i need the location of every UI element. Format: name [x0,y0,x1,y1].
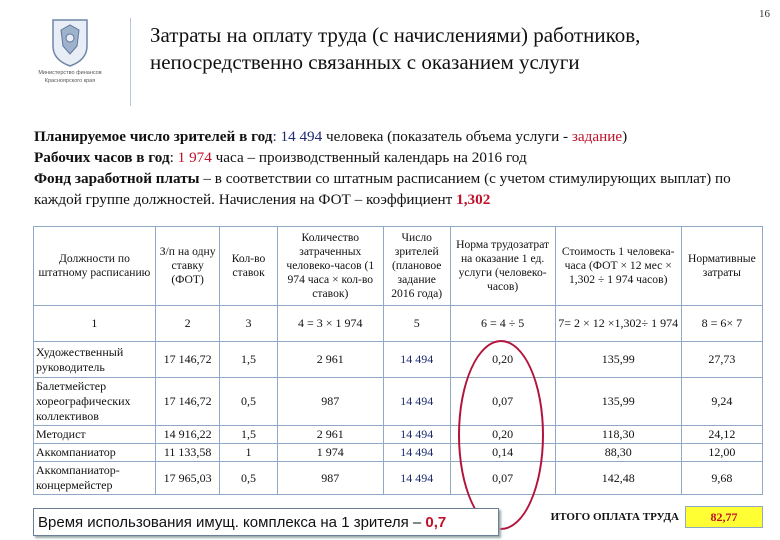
table-index-cell: 7= 2 × 12 ×1,302÷ 1 974 [555,306,681,342]
table-cell: 88,30 [555,444,681,462]
logo [30,16,110,96]
table-cell: 142,48 [555,462,681,495]
intro-line-hours: Рабочих часов в год: 1 974 часа – производственный календарь на 2016 год [34,149,527,166]
table-cell: 14 494 [383,426,450,444]
table-header-cell: Должности по штатному расписанию [34,227,156,306]
table-cell: 9,68 [681,462,762,495]
table-cell: 0,07 [450,378,555,426]
total-label: ИТОГО ОПЛАТА ТРУДА [550,511,679,523]
table-cell: 2 961 [277,426,383,444]
table-cell-position: Художественный руководитель [34,342,156,378]
table-cell: 1,5 [220,342,277,378]
table-cell: 0,5 [220,462,277,495]
table-header-cell: Нормативные затраты [681,227,762,306]
table-cell-position: Аккомпаниатор [34,444,156,462]
intro-text [34,126,774,210]
table-row [34,426,763,444]
total-value: 82,77 [685,506,763,528]
page-title: Затраты на оплату труда (с начислениями) работников, непосредственно связанных с оказанием услуги [150,23,641,74]
table-cell: 14 494 [383,462,450,495]
table-cell: 2 961 [277,342,383,378]
table-header-cell: Количество затраченных человеко-часов (1 974 часа × кол-во ставок) [277,227,383,306]
table-index-cell: 8 = 6× 7 [681,306,762,342]
table-index-cell: 3 [220,306,277,342]
table-row [34,378,763,426]
table-cell: 118,30 [555,426,681,444]
logo-text-line1: Министерство финансов [38,70,102,76]
table-cell: 1,5 [220,426,277,444]
table-cell: 0,20 [450,342,555,378]
table-cell-position: Балетмейстер хореографических коллективов [34,378,156,426]
page-number: 16 [759,8,770,20]
table-header-cell: З/п на одну ставку (ФОТ) [155,227,220,306]
table-cell: 14 916,22 [155,426,220,444]
table-row [34,444,763,462]
intro-line-fund: Фонд заработной платы – в соответствии со штатным расписанием (с учетом стимулирующих выплат) по каждой группе должностей. Начисления на ФОТ – коэффициент 1,302 [34,170,731,208]
table-cell: 17 965,03 [155,462,220,495]
table-cell: 135,99 [555,342,681,378]
table-cell: 14 494 [383,378,450,426]
table-cell: 135,99 [555,378,681,426]
table-cell: 14 494 [383,444,450,462]
table-header-cell: Кол-во ставок [220,227,277,306]
table-cell: 24,12 [681,426,762,444]
table-cell: 14 494 [383,342,450,378]
usage-time-note: Время использования имущ. комплекса на 1 зрителя – 0,7 [33,508,499,536]
table-cell: 11 133,58 [155,444,220,462]
table-header-cell: Число зрителей (плановое задание 2016 года) [383,227,450,306]
labor-cost-table [33,226,763,495]
table-cell: 0,14 [450,444,555,462]
table-index-cell: 5 [383,306,450,342]
table-index-cell: 4 = 3 × 1 974 [277,306,383,342]
intro-line-viewers: Планируемое число зрителей в год: 14 494 человека (показатель объема услуги - задание) [34,128,628,145]
table-header-cell: Норма трудозатрат на оказание 1 ед. услуги (человеко-часов) [450,227,555,306]
table-cell: 17 146,72 [155,342,220,378]
table-cell: 27,73 [681,342,762,378]
table-header-cell: Стоимость 1 человека-часа (ФОТ × 12 мес × 1,302 ÷ 1 974 часов) [555,227,681,306]
table-cell: 987 [277,462,383,495]
table-cell-position: Методист [34,426,156,444]
table-row [34,342,763,378]
table-cell: 987 [277,378,383,426]
table-cell: 0,07 [450,462,555,495]
table-cell: 17 146,72 [155,378,220,426]
table-cell: 9,24 [681,378,762,426]
logo-text-line2: Красноярского края [44,78,96,85]
table-cell: 12,00 [681,444,762,462]
table-index-cell: 1 [34,306,156,342]
table-cell: 1 974 [277,444,383,462]
table-header-row [34,227,763,306]
table-cell: 0,5 [220,378,277,426]
header-divider [130,18,131,106]
table-cell: 1 [220,444,277,462]
table-cell: 0,20 [450,426,555,444]
table-index-row [34,306,763,342]
coat-of-arms-icon [49,16,91,68]
table-index-cell: 6 = 4 ÷ 5 [450,306,555,342]
table-cell-position: Аккомпаниатор-концермейстер [34,462,156,495]
table-index-cell: 2 [155,306,220,342]
table-row [34,462,763,495]
